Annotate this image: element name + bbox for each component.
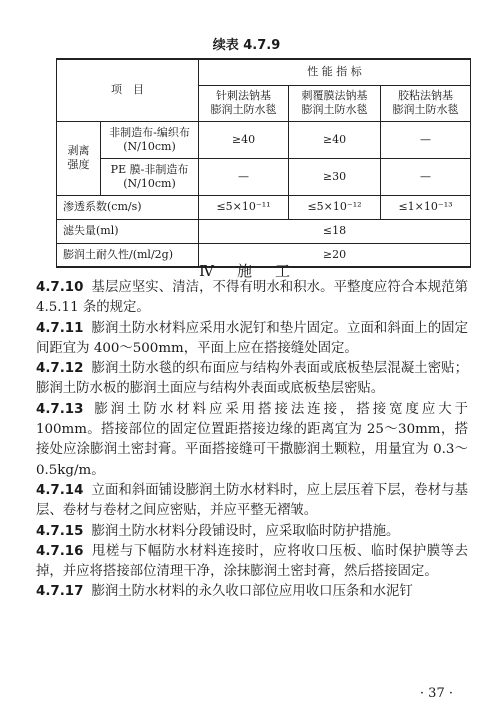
clause	[36, 278, 468, 319]
clause	[36, 400, 468, 481]
header-col2: 刺覆膜法钠基 膨润土防水毯	[289, 85, 381, 121]
row-label: 非制造布-编织布 (N/10cm)	[101, 121, 199, 158]
clause	[36, 481, 468, 522]
table-row	[57, 195, 471, 219]
header-col3: 胶粘法钠基 膨润土防水毯	[381, 85, 471, 121]
row-label: 滤失量(ml)	[57, 219, 199, 243]
header-performance: 性 能 指 标	[199, 59, 471, 85]
cell-value: ≤5×10⁻¹²	[289, 195, 381, 219]
cell-value: ≥30	[289, 158, 381, 195]
page-number: · 37 ·	[419, 686, 453, 701]
header-col1: 针刺法钠基 膨润土防水毯	[199, 85, 289, 121]
clause-number: 4.7.14	[36, 482, 84, 498]
cell-value: —	[381, 158, 471, 195]
performance-table	[56, 58, 471, 268]
clause-text: 膨润土防水材料分段铺设时，应采取临时防护措施。	[91, 523, 400, 539]
cell-value: ≥20	[199, 243, 471, 267]
clause-text: 基层应坚实、清洁，不得有明水和积水。平整度应符合本规范第 4.5.11 条的规定。	[36, 280, 468, 316]
cell-value: —	[199, 158, 289, 195]
section-title: Ⅳ 施 工	[199, 262, 294, 280]
row-label: 渗透系数(cm/s)	[57, 195, 199, 219]
clause-text: 膨润土防水材料应采用搭接法连接，搭接宽度应大于 100mm。搭接部位的固定位置距搭接边缘的距离宜为 25～30mm，搭接处应涂膨润土密封膏。平面搭接缝可干撒膨润土颗粒，用量宜为 0.3～0.5kg/m。	[36, 401, 468, 478]
clause	[36, 522, 468, 542]
row-group-label: 剥离 强度	[57, 121, 101, 195]
clause-text: 膨润土防水毯的织布面应与结构外表面或底板垫层混凝土密贴；膨润土防水板的膨润土面应与结构外表面或底板垫层密贴。	[36, 361, 468, 397]
clause-list	[36, 278, 468, 603]
clause-number: 4.7.17	[36, 584, 84, 600]
table-row	[57, 121, 471, 158]
clause	[36, 582, 468, 602]
cell-value: ≤18	[199, 219, 471, 243]
clause-text: 立面和斜面铺设膨润土防水材料时，应上层压着下层，卷材与基层、卷材与卷材之间应密贴，并应平整无褶皱。	[36, 482, 468, 519]
table-row	[57, 158, 471, 195]
clause	[36, 319, 468, 360]
clause-number: 4.7.10	[36, 280, 84, 295]
clause-number: 4.7.16	[36, 543, 84, 559]
clause-text: 甩槎与下幅防水材料连接时，应将收口压板、临时保护膜等去掉，并应将搭接部位清理干净，涂抹膨润土密封膏，然后搭接固定。	[36, 543, 468, 580]
clause	[36, 542, 468, 583]
cell-value: ≤1×10⁻¹³	[381, 195, 471, 219]
cell-value: ≥40	[289, 121, 381, 158]
clause-number: 4.7.13	[36, 401, 84, 417]
clause	[36, 359, 468, 400]
table-row	[57, 219, 471, 243]
cell-value: ≤5×10⁻¹¹	[199, 195, 289, 219]
cell-value: —	[381, 121, 471, 158]
header-item: 项 目	[57, 59, 199, 121]
clause-number: 4.7.11	[36, 320, 84, 336]
row-label: PE 膜-非制造布 (N/10cm)	[101, 158, 199, 195]
cell-value: ≥40	[199, 121, 289, 158]
row-label: 膨润土耐久性/(ml/2g)	[57, 243, 199, 267]
clause-number: 4.7.15	[36, 523, 84, 539]
table-caption: 续表 4.7.9	[212, 38, 281, 53]
clause-number: 4.7.12	[36, 361, 84, 377]
clause-text: 膨润土防水材料的永久收口部位应用收口压条和水泥钉	[91, 584, 413, 600]
clause-text: 膨润土防水材料应采用水泥钉和垫片固定。立面和斜面上的固定间距宜为 400～500mm，平面上应在搭接缝处固定。	[36, 320, 468, 356]
